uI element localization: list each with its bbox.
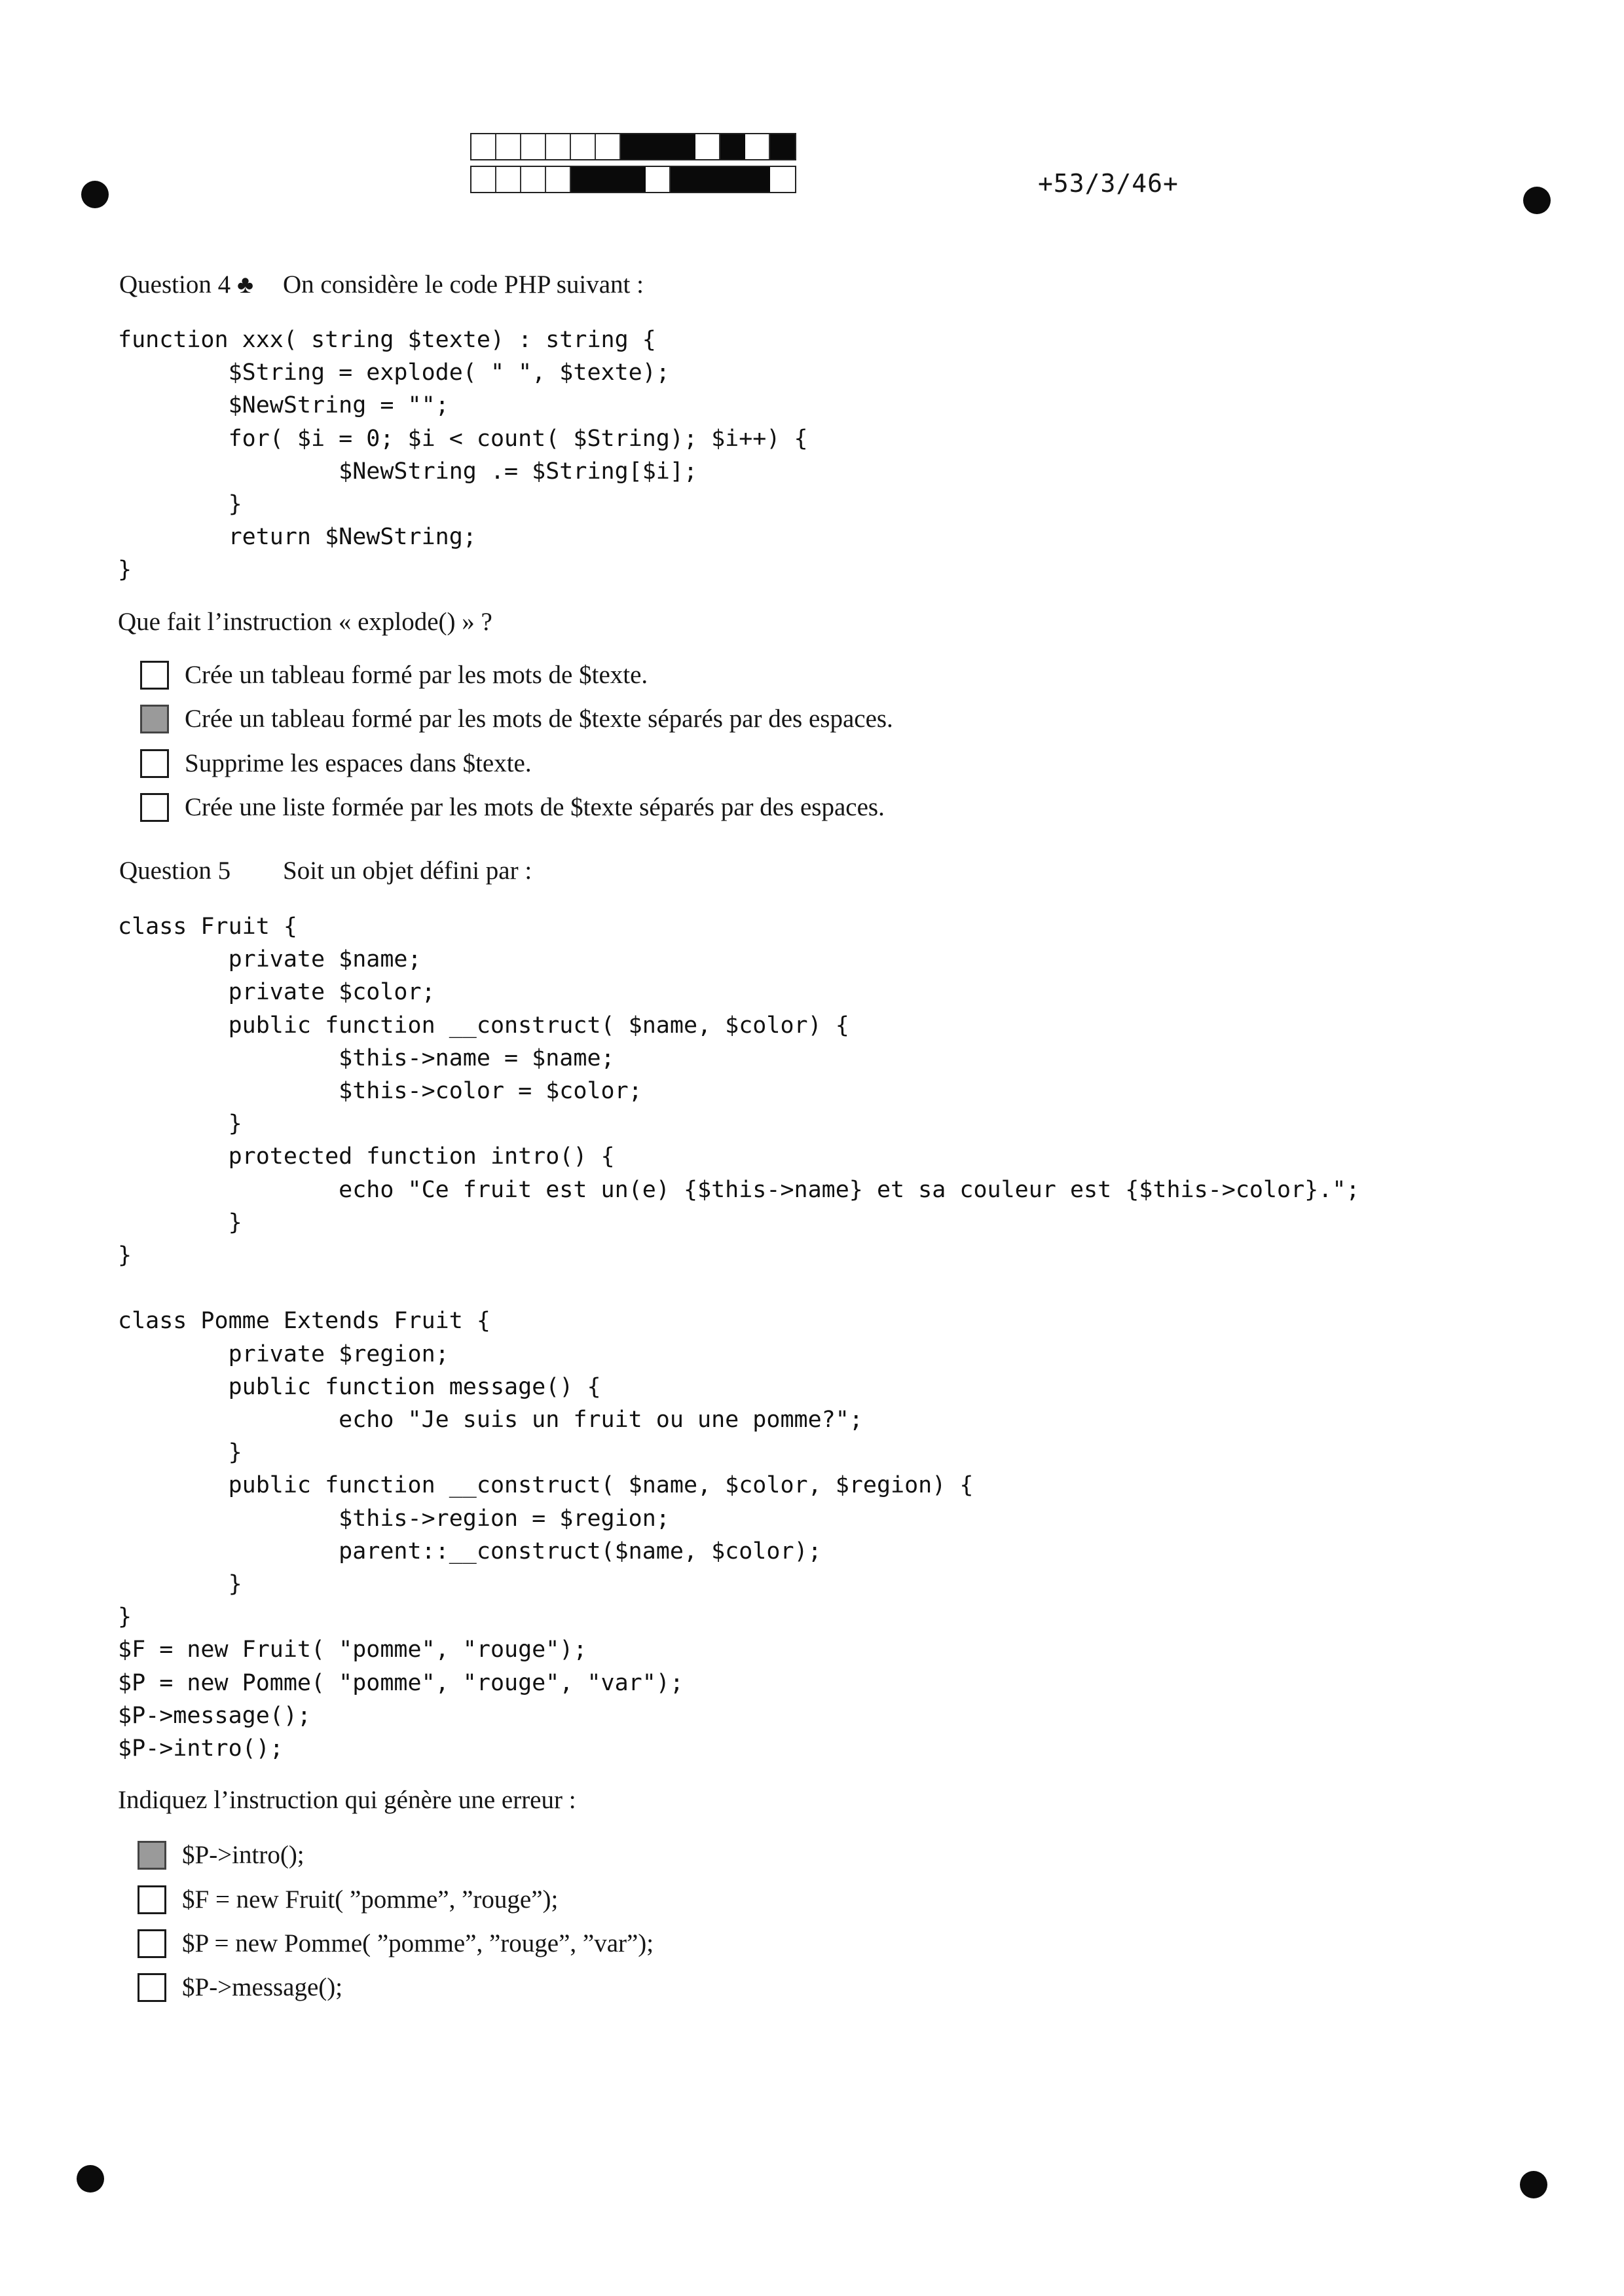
answer-checkbox[interactable] xyxy=(138,1929,166,1958)
barcode-cell xyxy=(546,167,571,192)
barcode-cell xyxy=(496,167,521,192)
answer-checkbox[interactable] xyxy=(140,661,169,690)
answer-choice[interactable] xyxy=(140,660,648,690)
question-number: Question 5 xyxy=(119,857,231,885)
question-number: Question 4 ♣ xyxy=(119,270,254,299)
question-prompt: Que fait l’instruction « explode() » ? xyxy=(118,608,492,636)
barcode-cell xyxy=(695,134,720,159)
registration-mark-bottom-left xyxy=(77,2165,104,2193)
barcode-cell xyxy=(521,167,546,192)
barcode-cell xyxy=(571,167,596,192)
question-4-header xyxy=(119,270,644,299)
answer-label: Supprime les espaces dans $texte. xyxy=(185,749,532,777)
answer-checkbox[interactable] xyxy=(138,1841,166,1870)
barcode-cell xyxy=(720,134,745,159)
php-code-block: function xxx( string $texte) : string { $String = explode( " ", $texte); $NewString = ""; for( $i = 0; $i < count( $String); $i++) { $NewString .= $String[$i]; } return $NewString; } xyxy=(118,327,808,583)
barcode-cell xyxy=(596,134,621,159)
barcode-cell xyxy=(521,134,546,159)
answer-choice[interactable] xyxy=(138,1840,304,1870)
barcode-cell xyxy=(596,167,621,192)
answer-checkbox[interactable] xyxy=(138,1885,166,1914)
answer-choice[interactable] xyxy=(140,749,532,778)
answer-checkbox[interactable] xyxy=(140,793,169,822)
answer-choice[interactable] xyxy=(140,704,893,733)
barcode-cell xyxy=(671,134,695,159)
registration-mark-top-left xyxy=(81,181,109,208)
page-code: +53/3/46+ xyxy=(1038,169,1179,198)
answer-choice[interactable] xyxy=(138,1885,558,1914)
answer-choice[interactable] xyxy=(140,792,885,822)
barcode-top xyxy=(470,133,796,160)
answer-label: Crée un tableau formé par les mots de $texte. xyxy=(185,661,648,689)
barcode-cell xyxy=(646,134,671,159)
barcode-cell xyxy=(745,134,770,159)
barcode-cell xyxy=(546,134,571,159)
registration-mark-bottom-right xyxy=(1520,2171,1547,2198)
barcode-cell xyxy=(471,134,496,159)
barcode-cell xyxy=(621,134,646,159)
question-intro: On considère le code PHP suivant : xyxy=(283,270,644,299)
barcode-cell xyxy=(471,167,496,192)
answer-label: Crée une liste formée par les mots de $texte séparés par des espaces. xyxy=(185,793,885,821)
registration-mark-top-right xyxy=(1523,187,1551,214)
barcode-cell xyxy=(720,167,745,192)
barcode-cell xyxy=(646,167,671,192)
barcode-cell xyxy=(496,134,521,159)
barcode-cell xyxy=(770,134,795,159)
question-intro: Soit un objet défini par : xyxy=(283,857,532,885)
barcode-cell xyxy=(695,167,720,192)
answer-label: $P = new Pomme( ”pomme”, ”rouge”, ”var”); xyxy=(182,1929,654,1957)
barcode-cell xyxy=(571,134,596,159)
php-code-block: class Fruit { private $name; private $color; public function __construct( $name, $color) { $this->name = $name; $this->color = $color; } protected function intro() { echo "Ce fruit est un(e) {$this->name} et sa couleur est {$this->color}."; } } class Pomme Extends Fruit { private $region; public function message() { echo "Je suis un fruit ou une pomme?"; } public function __construct( $name, $color, $region) { $this->region = $region; parent::__construct($name, $color); } } $F = new Fruit( "pomme", "rouge"); $P = new Pomme( "pomme", "rouge", "var"); $P->message(); $P->intro(); xyxy=(118,914,1360,1762)
answer-label: $F = new Fruit( ”pomme”, ”rouge”); xyxy=(182,1885,559,1914)
barcode-bottom xyxy=(470,166,796,193)
answer-choice[interactable] xyxy=(138,1929,654,1958)
answer-checkbox[interactable] xyxy=(140,705,169,733)
question-5-header xyxy=(119,856,532,885)
barcode-cell xyxy=(671,167,695,192)
answer-label: Crée un tableau formé par les mots de $texte séparés par des espaces. xyxy=(185,705,893,733)
club-icon: ♣ xyxy=(237,270,254,299)
barcode-cell xyxy=(745,167,770,192)
answer-choice[interactable] xyxy=(138,1972,342,2002)
answer-label: $P->intro(); xyxy=(182,1841,304,1869)
answer-checkbox[interactable] xyxy=(140,749,169,778)
question-prompt: Indiquez l’instruction qui génère une erreur : xyxy=(118,1786,576,1814)
barcode-cell xyxy=(770,167,795,192)
barcode-cell xyxy=(621,167,646,192)
answer-label: $P->message(); xyxy=(182,1973,343,2001)
answer-checkbox[interactable] xyxy=(138,1973,166,2002)
